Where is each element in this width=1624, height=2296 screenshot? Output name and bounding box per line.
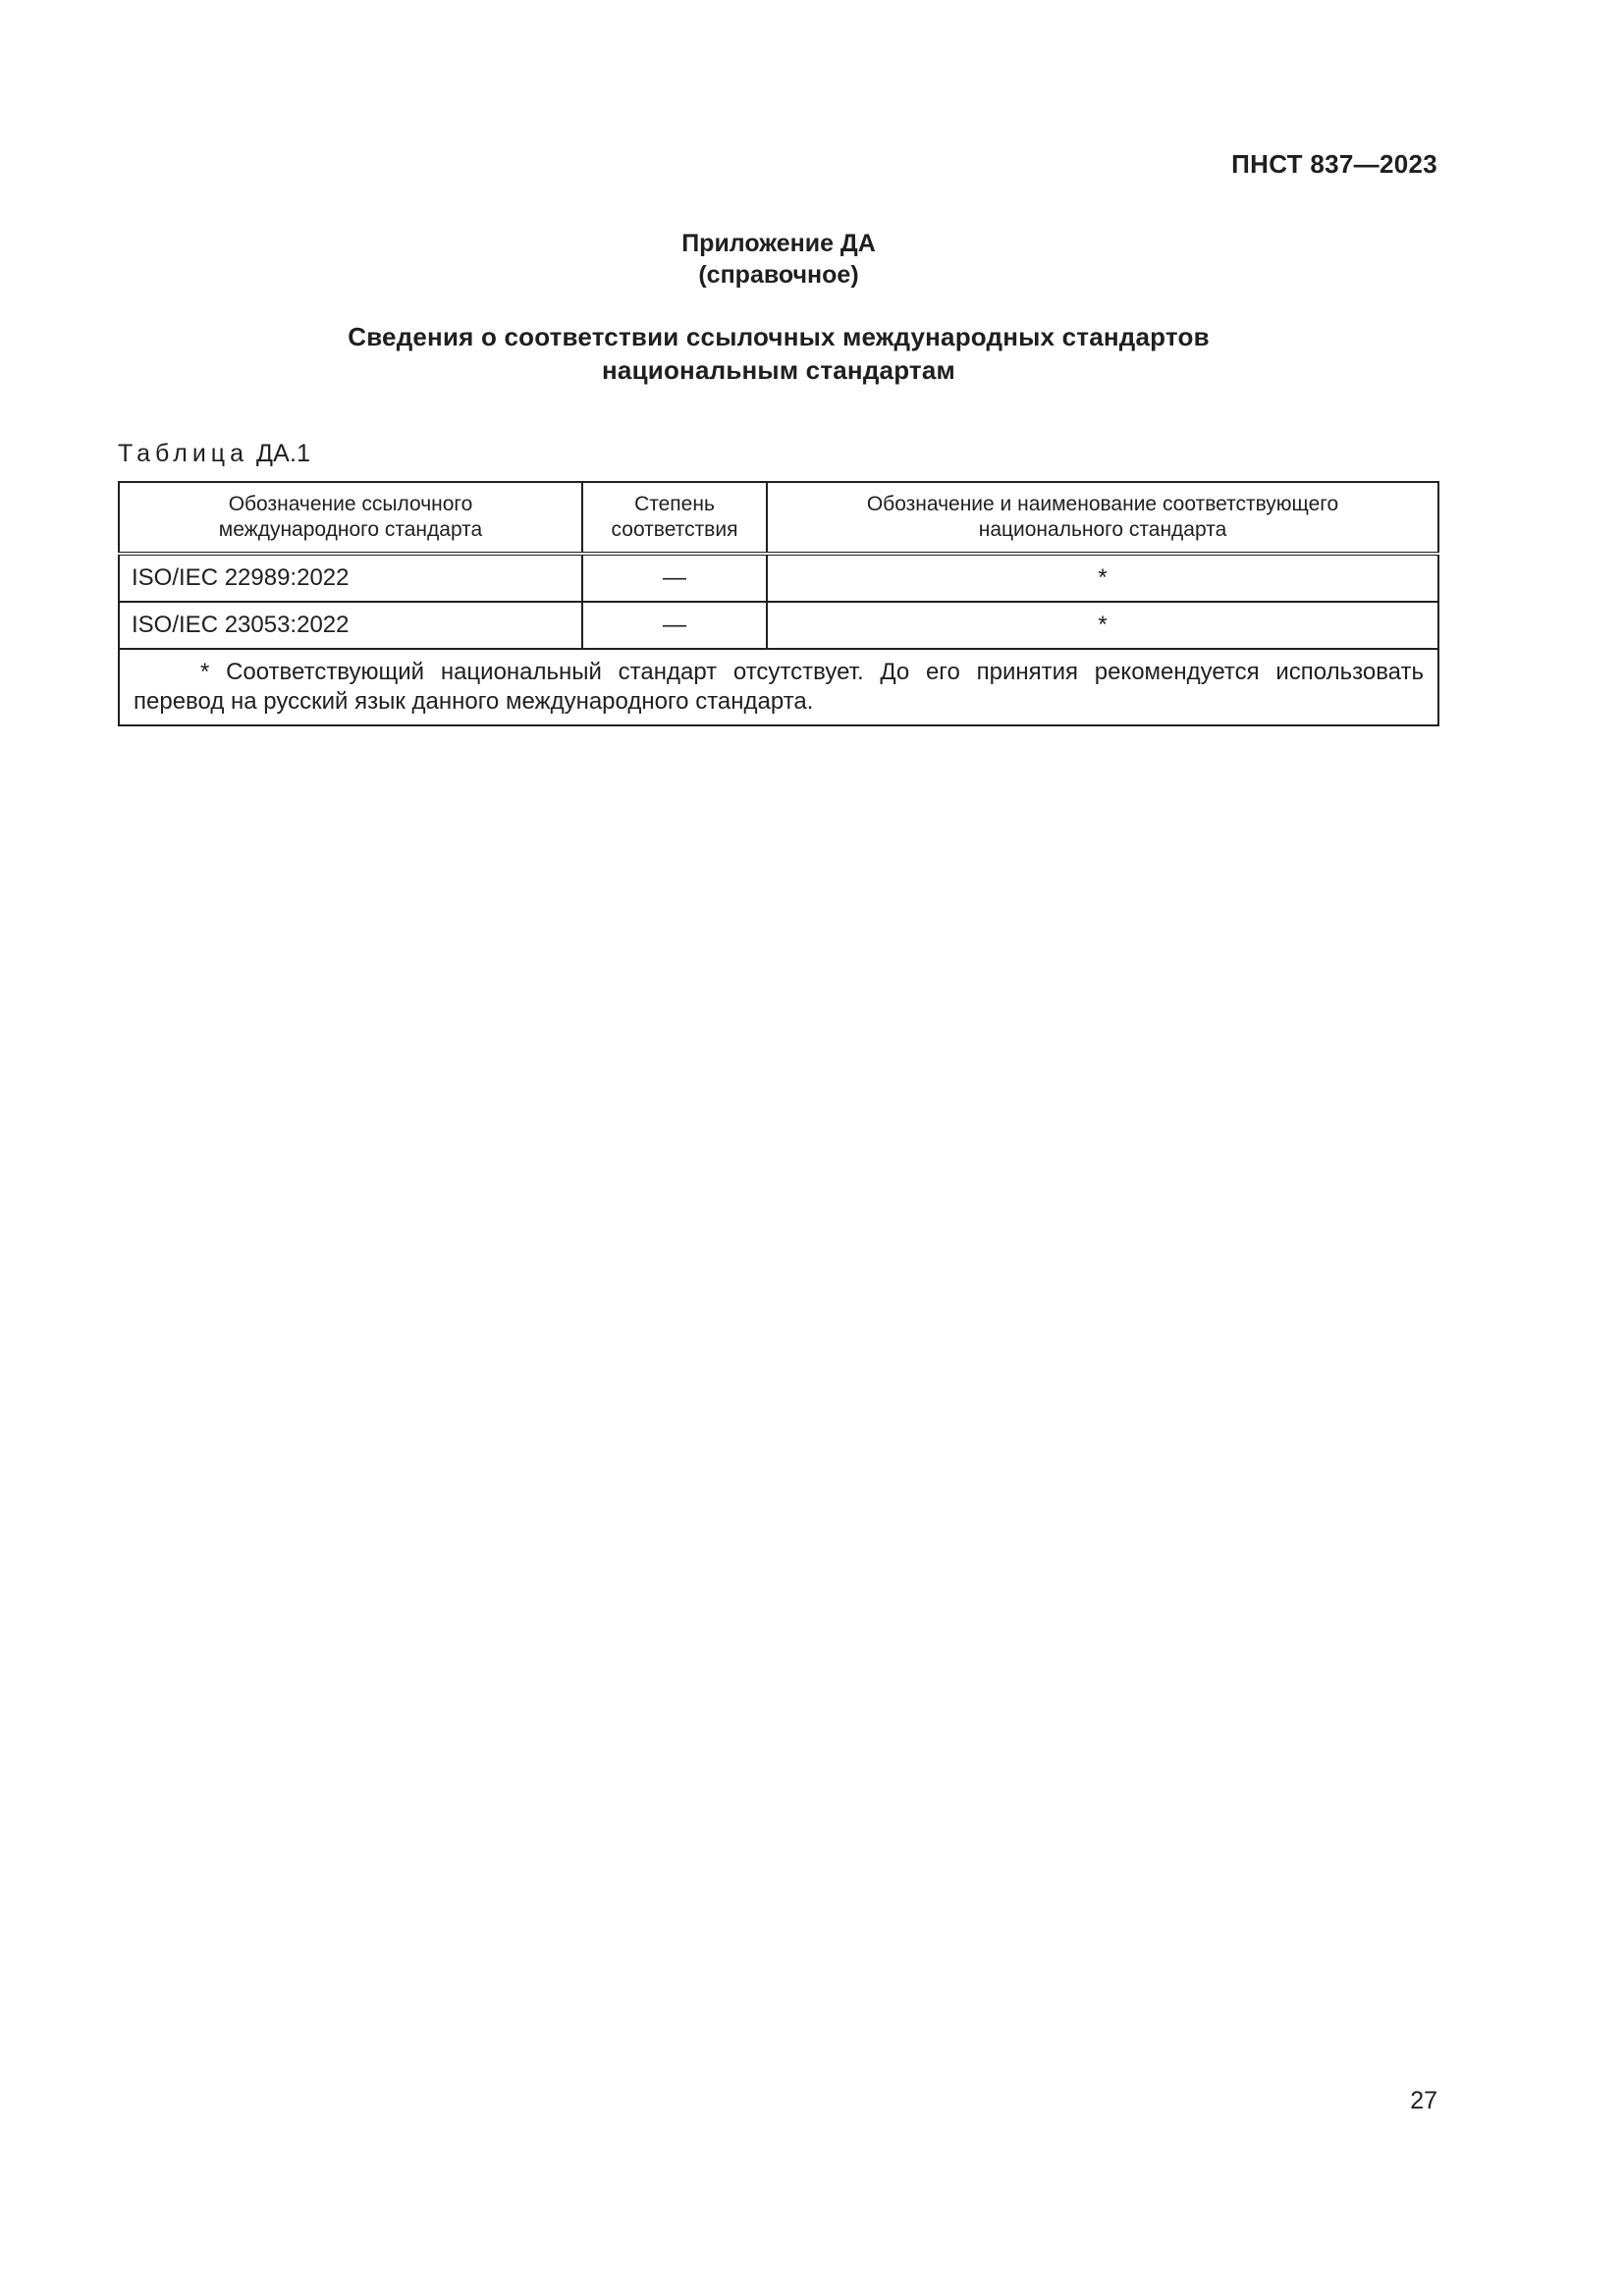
column-header-national-standard [767, 482, 1438, 554]
column-header-degree [582, 482, 767, 554]
document-code: ПНСТ 837—2023 [1231, 149, 1437, 179]
table-footnote-row [119, 649, 1438, 725]
annex-heading-line1: Сведения о соответствии ссылочных международных стандартов [348, 322, 1210, 351]
column-header-international-standard [119, 482, 582, 554]
cell-national: * [767, 602, 1438, 649]
correspondence-table [118, 481, 1439, 726]
annex-header [118, 228, 1439, 291]
annex-heading [118, 320, 1439, 387]
table-footnote [119, 649, 1438, 725]
column-header-text: соответствия [611, 518, 738, 541]
column-header-text: Степень [634, 493, 715, 515]
column-header-text: Обозначение и наименование соответствующего [866, 493, 1339, 515]
cell-degree: — [582, 602, 767, 649]
cell-designation: ISO/IEC 22989:2022 [119, 554, 582, 602]
table-header-row [119, 482, 1438, 554]
table-caption-number: ДА.1 [256, 440, 311, 467]
column-header-text: международного стандарта [218, 518, 483, 541]
cell-degree: — [582, 554, 767, 602]
table-caption-label: Таблица [118, 440, 249, 467]
annex-heading-line2: национальным стандартам [602, 355, 955, 385]
table-row [119, 602, 1438, 649]
cell-national: * [767, 554, 1438, 602]
annex-subtitle: (справочное) [698, 261, 859, 289]
table-caption [118, 440, 310, 468]
table-footnote-text: * Соответствующий национальный стандарт отсутствует. До его принятия рекомендуется использовать перевод на русский язык данного международного стандарта. [134, 659, 1424, 715]
column-header-text: национального стандарта [978, 518, 1227, 541]
cell-designation: ISO/IEC 23053:2022 [119, 602, 582, 649]
page-number: 27 [1410, 2087, 1437, 2114]
table-row [119, 554, 1438, 602]
column-header-text: Обозначение ссылочного [228, 493, 473, 515]
annex-title: Приложение ДА [681, 230, 876, 257]
